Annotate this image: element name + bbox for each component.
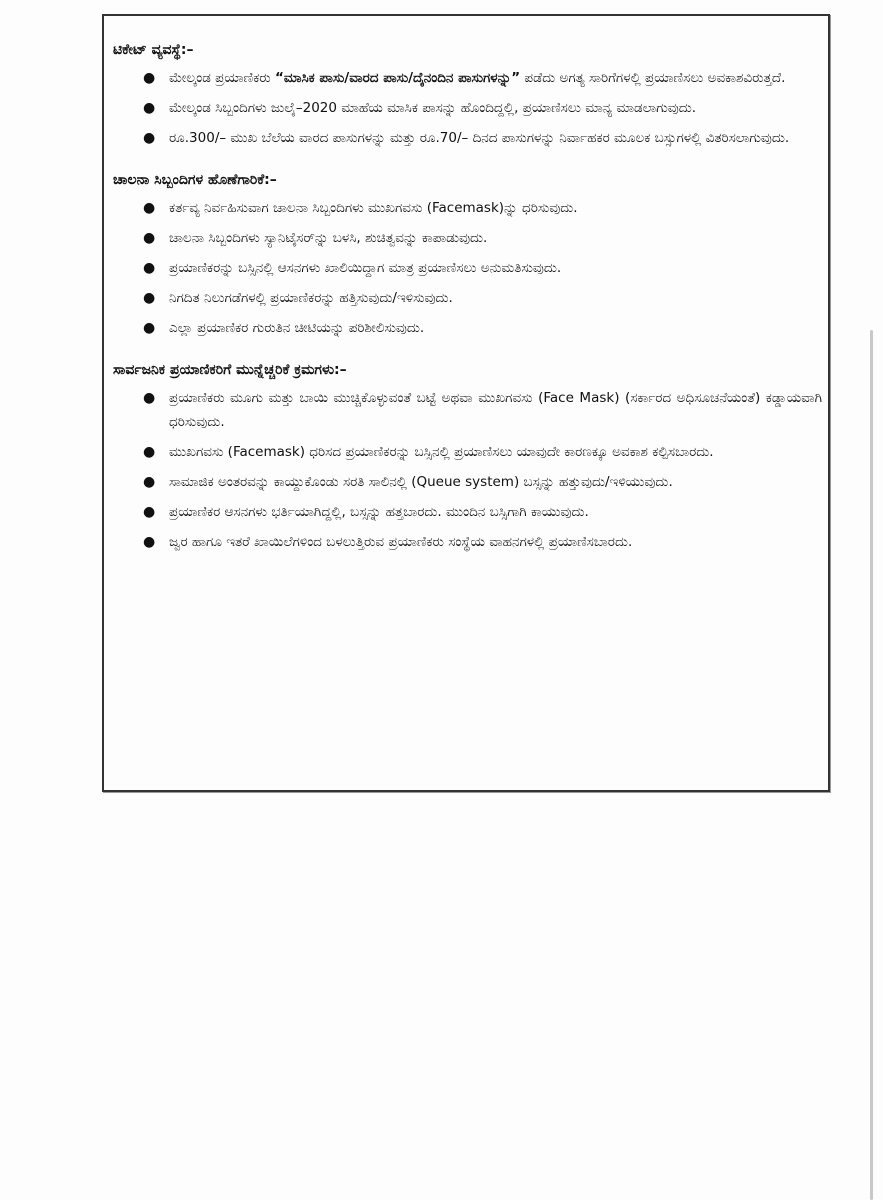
item-text: ಪ್ರಯಾಣಿಕರು ಮೂಗು ಮತ್ತು ಬಾಯಿ ಮುಚ್ಚಿಕೊಳ್ಳುವಂತೆ ಬಟ್ಟೆ ಅಥವಾ ಮುಖಗವಸು (Face Mask) (ಸರ್ಕಾರದ ಅಧಿಸೂಚನೆಯಂತೆ) ಕಡ್ಡಾಯವಾಗಿ ಧರಿಸುವುದು. xyxy=(169,390,822,430)
list-item xyxy=(113,196,822,220)
item-text: ಜ್ವರ ಹಾಗೂ ಇತರೆ ಖಾಯಿಲೆಗಳಿಂದ ಬಳಲುತ್ತಿರುವ ಪ್ರಯಾಣಿಕರು ಸಂಸ್ಥೆಯ ವಾಹನಗಳಲ್ಲಿ ಪ್ರಯಾಣಿಸಬಾರದು. xyxy=(169,534,633,550)
item-text: ಚಾಲನಾ ಸಿಬ್ಬಂದಿಗಳು ಸ್ಯಾನಿಟೈಸರ್‌ನ್ನು ಬಳಸಿ, ಶುಚಿತ್ವವನ್ನು ಕಾಪಾಡುವುದು. xyxy=(169,230,488,246)
item-text-after: ಪಡೆದು ಅಗತ್ಯ ಸಾರಿಗೆಗಳಲ್ಲಿ ಪ್ರಯಾಣಿಸಲು ಅವಕಾಶವಿರುತ್ತದೆ. xyxy=(520,70,786,86)
list-item xyxy=(113,66,822,90)
list-item xyxy=(113,386,822,434)
item-text: ಪ್ರಯಾಣಿಕರನ್ನು ಬಸ್ಸಿನಲ್ಲಿ ಆಸನಗಳು ಖಾಲಿಯಿದ್ದಾಗ ಮಾತ್ರ ಪ್ರಯಾಣಿಸಲು ಅನುಮತಿಸುವುದು. xyxy=(169,260,562,276)
item-text: ಪ್ರಯಾಣಿಕರ ಆಸನಗಳು ಭರ್ತಿಯಾಗಿದ್ದಲ್ಲಿ, ಬಸ್ಸನ್ನು ಹತ್ತಬಾರದು. ಮುಂದಿನ ಬಸ್ಸಿಗಾಗಿ ಕಾಯುವುದು. xyxy=(169,504,589,520)
item-text: ಮೇಲ್ಕಂಡ ಸಿಬ್ಬಂದಿಗಳು ಜುಲೈ–2020 ಮಾಹೆಯ ಮಾಸಿಕ ಪಾಸನ್ನು ಹೊಂದಿದ್ದಲ್ಲಿ, ಪ್ರಯಾಣಿಸಲು ಮಾನ್ಯ ಮಾಡಲಾಗುವುದು. xyxy=(169,100,697,116)
list-item xyxy=(113,286,822,310)
bullet-list xyxy=(113,66,822,150)
list-item xyxy=(113,226,822,250)
notice-box xyxy=(102,14,830,792)
bullet-icon: ● xyxy=(143,200,156,216)
bullet-icon: ● xyxy=(143,534,156,550)
bullet-icon: ● xyxy=(143,504,156,520)
item-text-before: ಮೇಲ್ಕಂಡ ಪ್ರಯಾಣಿಕರು xyxy=(169,70,275,86)
section-passenger-precautions xyxy=(113,360,822,554)
bullet-icon: ● xyxy=(143,320,156,336)
bullet-list xyxy=(113,196,822,340)
list-item xyxy=(113,256,822,280)
item-text: ಸಾಮಾಜಿಕ ಅಂತರವನ್ನು ಕಾಯ್ದುಕೊಂಡು ಸರತಿ ಸಾಲಿನಲ್ಲಿ (Queue system) ಬಸ್ಸನ್ನು ಹತ್ತುವುದು/ಇಳಿಯುವುದು. xyxy=(169,474,673,490)
list-item xyxy=(113,530,822,554)
section-crew-responsibility xyxy=(113,170,822,340)
bullet-icon: ● xyxy=(143,230,156,246)
scrollbar[interactable] xyxy=(870,330,873,1200)
bullet-icon: ● xyxy=(143,390,156,406)
list-item xyxy=(113,500,822,524)
list-item xyxy=(113,96,822,120)
bullet-icon: ● xyxy=(143,130,156,146)
bullet-icon: ● xyxy=(143,474,156,490)
list-item xyxy=(113,316,822,340)
section-ticket-system xyxy=(113,40,822,150)
bullet-icon: ● xyxy=(143,260,156,276)
list-item xyxy=(113,440,822,464)
section-heading: ಟಿಕೇಟ್ ವ್ಯವಸ್ಥೆ:– xyxy=(113,42,194,58)
item-text: ಮುಖಗವಸು (Facemask) ಧರಿಸದ ಪ್ರಯಾಣಿಕರನ್ನು ಬಸ್ಸಿನಲ್ಲಿ ಪ್ರಯಾಣಿಸಲು ಯಾವುದೇ ಕಾರಣಕ್ಕೂ ಅವಕಾಶ ಕಲ್ಪಿಸಬಾರದು. xyxy=(169,444,714,460)
bullet-icon: ● xyxy=(143,100,156,116)
item-text: ರೂ.300/– ಮುಖ ಬೆಲೆಯ ವಾರದ ಪಾಸುಗಳನ್ನು ಮತ್ತು ರೂ.70/– ದಿನದ ಪಾಸುಗಳನ್ನು ನಿರ್ವಾಹಕರ ಮೂಲಕ ಬಸ್ಸುಗಳಲ್ಲಿ ವಿತರಿಸಲಾಗುವುದು. xyxy=(169,130,790,146)
item-text: ಎಲ್ಲಾ ಪ್ರಯಾಣಿಕರ ಗುರುತಿನ ಚೀಟಿಯನ್ನು ಪರಿಶೀಲಿಸುವುದು. xyxy=(169,320,425,336)
notice-content xyxy=(113,40,822,574)
item-text: ನಿಗದಿತ ನಿಲುಗಡೆಗಳಲ್ಲಿ ಪ್ರಯಾಣಿಕರನ್ನು ಹತ್ತಿಸುವುದು/ಇಳಿಸುವುದು. xyxy=(169,290,453,306)
section-heading: ಚಾಲನಾ ಸಿಬ್ಬಂದಿಗಳ ಹೊಣೆಗಾರಿಕೆ:– xyxy=(113,172,277,188)
list-item xyxy=(113,126,822,150)
list-item xyxy=(113,470,822,494)
section-heading: ಸಾರ್ವಜನಿಕ ಪ್ರಯಾಣಿಕರಿಗೆ ಮುನ್ನೆಚ್ಚರಿಕೆ ಕ್ರಮಗಳು:– xyxy=(113,362,347,378)
item-text: ಕರ್ತವ್ಯ ನಿರ್ವಹಿಸುವಾಗ ಚಾಲನಾ ಸಿಬ್ಬಂದಿಗಳು ಮುಖಗವಸು (Facemask)ನ್ನು ಧರಿಸುವುದು. xyxy=(169,200,578,216)
bullet-icon: ● xyxy=(143,290,156,306)
bullet-icon: ● xyxy=(143,70,156,86)
bullet-list xyxy=(113,386,822,554)
bullet-icon: ● xyxy=(143,444,156,460)
item-quote: “ಮಾಸಿಕ ಪಾಸು/ವಾರದ ಪಾಸು/ದೈನಂದಿನ ಪಾಸುಗಳನ್ನು” xyxy=(275,70,521,86)
